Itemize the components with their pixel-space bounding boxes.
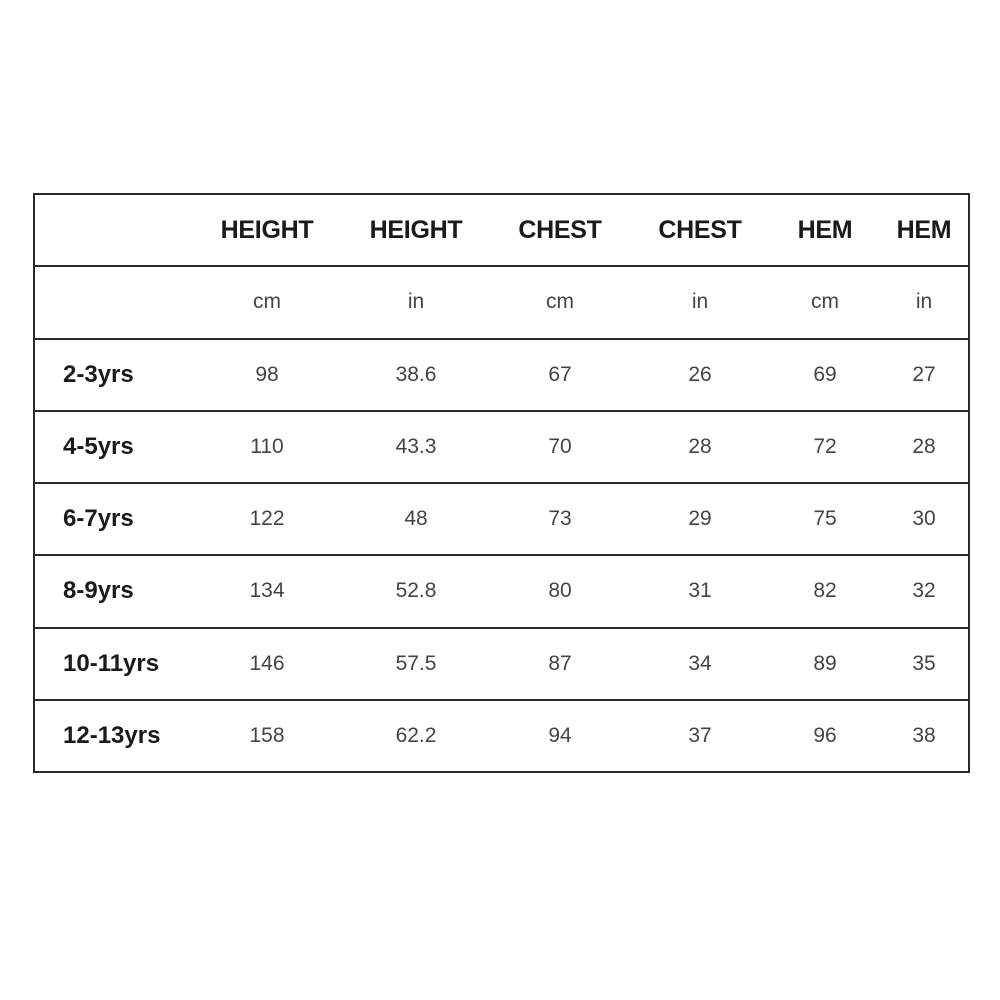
unit-cell: in	[342, 266, 490, 338]
table-cell: 75	[770, 483, 880, 555]
table-cell: 38	[912, 723, 936, 747]
column-header: HEM	[770, 194, 880, 266]
table-cell: 34	[630, 628, 770, 700]
column-header: HEIGHT	[342, 194, 490, 266]
table-cell: 98	[192, 339, 342, 411]
table-row	[34, 411, 969, 483]
size-label: 10-11yrs	[34, 628, 192, 700]
table-cell: 72	[770, 411, 880, 483]
size-label: 12-13yrs	[63, 721, 161, 749]
table-cell: 28	[630, 411, 770, 483]
table-cell: 30	[880, 483, 969, 555]
table-cell: 67	[490, 339, 630, 411]
table-cell: 27	[880, 339, 969, 411]
table-cell: 82	[770, 555, 880, 627]
table-cell: 29	[630, 483, 770, 555]
table-cell: 96	[813, 723, 837, 747]
corner-cell	[34, 194, 192, 266]
table-cell: 122	[192, 483, 342, 555]
table-row	[34, 628, 969, 700]
corner-cell	[34, 266, 192, 338]
table-cell: 31	[630, 555, 770, 627]
size-label: 2-3yrs	[34, 339, 192, 411]
table-cell: 57.5	[342, 628, 490, 700]
table-cell: 52.8	[342, 555, 490, 627]
unit-row	[34, 266, 969, 338]
size-label: 8-9yrs	[34, 555, 192, 627]
table-cell: 32	[880, 555, 969, 627]
column-header: HEIGHT	[192, 194, 342, 266]
column-header: HEM	[880, 194, 969, 266]
table-cell: 35	[880, 628, 969, 700]
unit-cell: cm	[490, 266, 630, 338]
size-label: 6-7yrs	[34, 483, 192, 555]
table-cell: 70	[490, 411, 630, 483]
unit-cell: cm	[192, 266, 342, 338]
table-row	[34, 700, 969, 772]
header-row	[34, 194, 969, 266]
table-cell: 89	[770, 628, 880, 700]
column-header: CHEST	[490, 194, 630, 266]
table-row	[34, 555, 969, 627]
table-cell: 28	[880, 411, 969, 483]
table-cell: 146	[192, 628, 342, 700]
unit-cell: cm	[770, 266, 880, 338]
table-cell: 94	[548, 723, 572, 747]
table-cell: 38.6	[342, 339, 490, 411]
size-chart-table	[33, 193, 970, 773]
unit-cell: in	[630, 266, 770, 338]
table-cell: 80	[490, 555, 630, 627]
size-label: 4-5yrs	[34, 411, 192, 483]
table-cell: 110	[192, 411, 342, 483]
table-cell: 37	[688, 723, 712, 747]
table-cell: 48	[342, 483, 490, 555]
table-cell: 43.3	[342, 411, 490, 483]
table-cell: 158	[249, 723, 285, 747]
column-header: CHEST	[630, 194, 770, 266]
table-cell: 69	[770, 339, 880, 411]
table-row	[34, 483, 969, 555]
table-cell: 62.2	[395, 723, 437, 747]
table-cell: 87	[490, 628, 630, 700]
table-cell: 73	[490, 483, 630, 555]
table-cell: 134	[192, 555, 342, 627]
unit-cell: in	[880, 266, 969, 338]
table-cell: 26	[630, 339, 770, 411]
table-row	[34, 339, 969, 411]
